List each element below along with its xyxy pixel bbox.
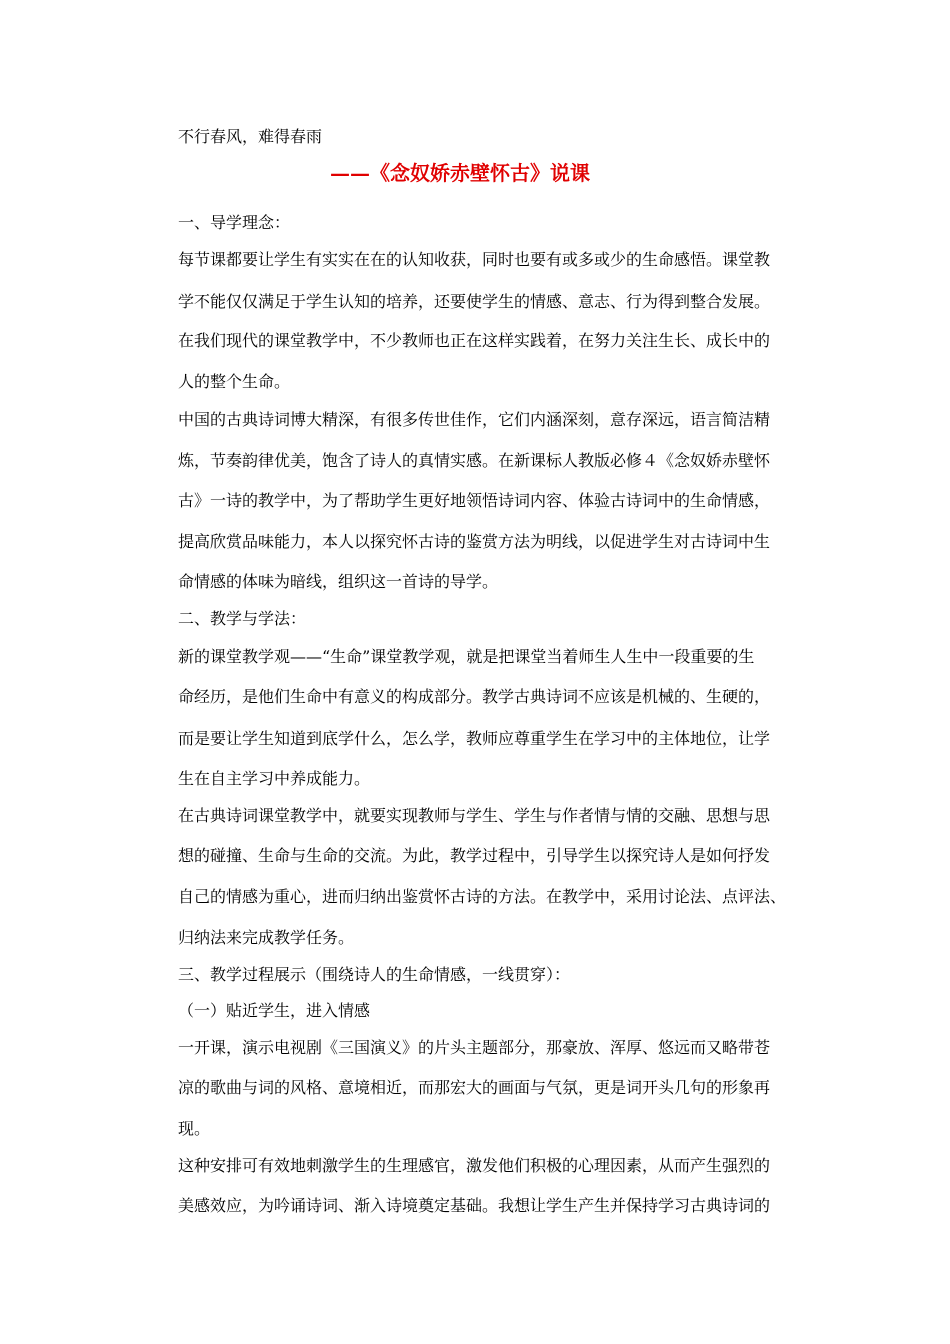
paragraph-line: 这种安排可有效地刺激学生的生理感官，激发他们积极的心理因素，从而产生强烈的 bbox=[178, 1156, 771, 1175]
paragraph-line: 现。 bbox=[178, 1119, 211, 1138]
paragraph-line: 而是要让学生知道到底学什么，怎么学，教师应尊重学生在学习中的主体地位，让学 bbox=[178, 729, 771, 748]
paragraph-line: 每节课都要让学生有实实在在的认知收获，同时也要有或多或少的生命感悟。课堂教 bbox=[178, 250, 771, 269]
paragraph-line: 人的整个生命。 bbox=[178, 372, 291, 391]
paragraph-line: 生在自主学习中养成能力。 bbox=[178, 769, 371, 788]
document-title: ——《念奴娇赤壁怀古》说课 bbox=[330, 161, 590, 185]
paragraph-line: 自己的情感为重心，进而归纳出鉴赏怀古诗的方法。在教学中，采用讨论法、点评法、 bbox=[178, 887, 787, 906]
paragraph-line: 古》一诗的教学中，为了帮助学生更好地领悟诗词内容、体验古诗词中的生命情感， bbox=[178, 491, 771, 510]
paragraph-line: 命经历，是他们生命中有意义的构成部分。教学古典诗词不应该是机械的、生硬的， bbox=[178, 687, 771, 706]
paragraph-line: 提高欣赏品味能力，本人以探究怀古诗的鉴赏方法为明线，以促进学生对古诗词中生 bbox=[178, 532, 771, 551]
paragraph-line: 学不能仅仅满足于学生认知的培养，还要使学生的情感、意志、行为得到整合发展。 bbox=[178, 292, 771, 311]
paragraph-line: 炼，节奏韵律优美，饱含了诗人的真情实感。在新课标人教版必修４《念奴娇赤壁怀 bbox=[178, 451, 771, 470]
heading-2: 二、教学与学法： bbox=[178, 609, 307, 628]
paragraph-line: 归纳法来完成教学任务。 bbox=[178, 928, 355, 947]
paragraph-line: 一开课，演示电视剧《三国演义》的片头主题部分，那豪放、浑厚、悠远而又略带苍 bbox=[178, 1038, 771, 1057]
paragraph-line: 在古典诗词课堂教学中，就要实现教师与学生、学生与作者情与情的交融、思想与思 bbox=[178, 806, 771, 825]
document-subtitle: 不行春风，难得春雨 bbox=[178, 127, 323, 146]
heading-1: 一、导学理念： bbox=[178, 213, 291, 232]
heading-3: 三、教学过程展示（围绕诗人的生命情感，一线贯穿）： bbox=[178, 965, 571, 984]
paragraph-line: 想的碰撞、生命与生命的交流。为此，教学过程中，引导学生以探究诗人是如何抒发 bbox=[178, 846, 771, 865]
paragraph-line: 命情感的体味为暗线，组织这一首诗的导学。 bbox=[178, 572, 499, 591]
paragraph-line: 美感效应，为吟诵诗词、渐入诗境奠定基础。我想让学生产生并保持学习古典诗词的 bbox=[178, 1196, 771, 1215]
paragraph-line: 新的课堂教学观——“生命”课堂教学观，就是把课堂当着师生人生中一段重要的生 bbox=[178, 647, 755, 666]
paragraph-line: 凉的歌曲与词的风格、意境相近，而那宏大的画面与气氛，更是词开头几句的形象再 bbox=[178, 1078, 771, 1097]
subheading: （一）贴近学生，进入情感 bbox=[178, 1001, 371, 1020]
paragraph-line: 在我们现代的课堂教学中，不少教师也正在这样实践着，在努力关注生长、成长中的 bbox=[178, 331, 771, 350]
paragraph-line: 中国的古典诗词博大精深，有很多传世佳作，它们内涵深刻，意存深远，语言简洁精 bbox=[178, 410, 771, 429]
